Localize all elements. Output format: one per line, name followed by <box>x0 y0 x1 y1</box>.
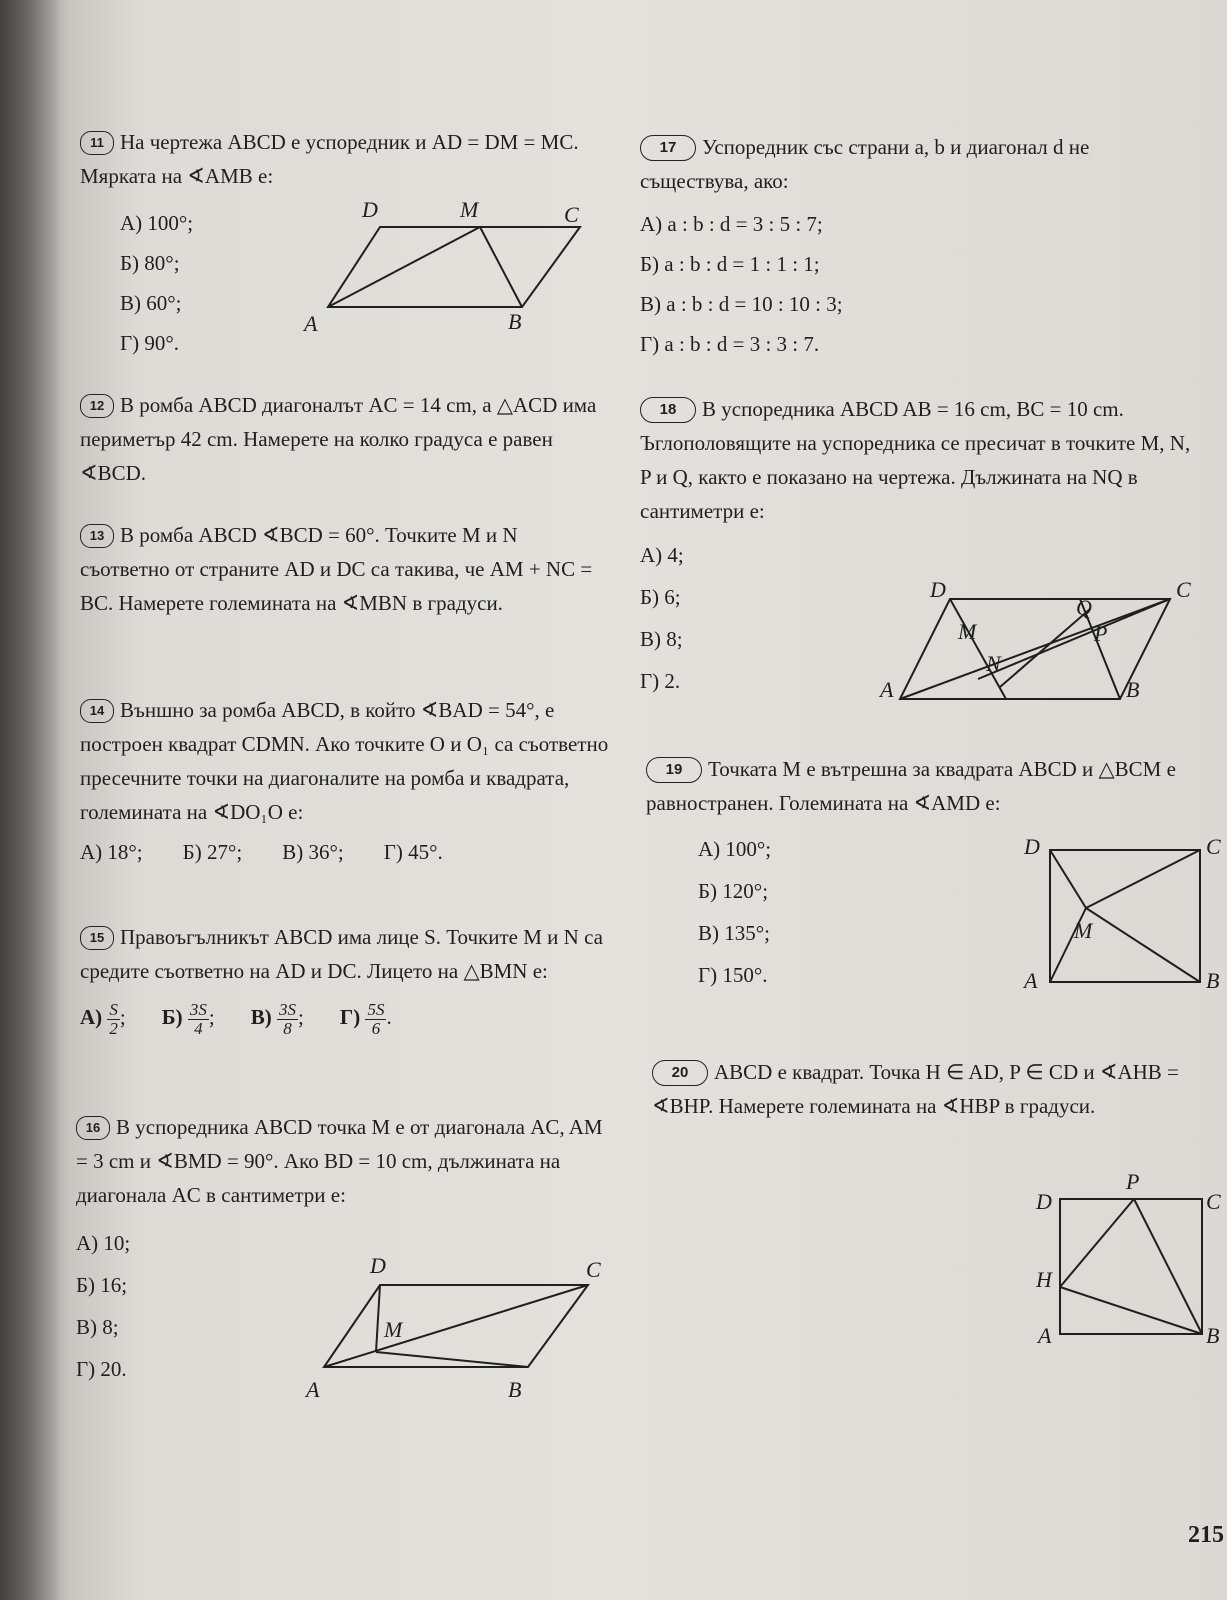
label-p: P <box>1126 1169 1140 1194</box>
problem-number: 15 <box>80 926 114 950</box>
problem-text: Правоъгълникът ABCD има лице S. Точките M и N са средите съответно на AD и DC. Лицето на △BMN е: <box>80 925 603 983</box>
segment-hb <box>1060 1287 1202 1334</box>
problem-number: 19 <box>646 757 702 783</box>
label-b: B <box>508 309 522 334</box>
label-c: C <box>564 202 579 227</box>
option-a: А) 10; <box>76 1231 131 1255</box>
problem-number: 16 <box>76 1116 110 1140</box>
problem-text: В ромба ABCD диагоналът AC = 14 cm, а △ACD има периметър 42 cm. Намерете на колко градуса е равен ∢BCD. <box>80 393 597 485</box>
problem-text: На чертежа ABCD е успоредник и AD = DM = MC. Мярката на ∢AMB е: <box>80 130 579 188</box>
problem-text: ABCD е квадрат. Точка H ∈ AD, P ∈ CD и ∢AHB = ∢BHP. Намерете големината на ∢HBP в градуси. <box>652 1060 1179 1118</box>
problem-text: Външно за ромба ABCD, в който ∢BAD = 54°, е построен квадрат CDMN. Ако точките O и O₁ са съответно пресечните точки на диагоналите на ромба и квадрата, големината на ∢DO₁O е: <box>80 698 609 824</box>
option-c: В) 8; <box>76 1315 119 1339</box>
option-c: В) $\frac{3S}{8}$ ; <box>250 999 304 1038</box>
segment-hp <box>1060 1199 1134 1287</box>
label-b: B <box>1206 968 1220 993</box>
figure-18 <box>880 577 1191 715</box>
problem-text: В успоредника ABCD AB = 16 cm, BC = 10 cm. Ъглополовящите на успоредника се пресичат в точките M, N, P и Q, както е показано на чертежа. Дължината на NQ в сантиметри е: <box>640 397 1191 523</box>
option-d: Г) 20. <box>76 1357 127 1381</box>
option-d: Г) 45°. <box>383 840 443 864</box>
label-b: B <box>1206 1323 1220 1348</box>
label-h: H <box>1036 1267 1052 1292</box>
label-m: M <box>958 619 977 644</box>
label-p: P <box>1094 621 1108 646</box>
page-gutter-shadow <box>0 0 60 1600</box>
page-number: 215 <box>1188 1522 1224 1548</box>
option-c: В) a : b : d = 10 : 10 : 3; <box>640 292 843 316</box>
label-d: D <box>370 1253 386 1278</box>
problem-text: В успоредника ABCD точка M е от диагонала AC, AM = 3 cm и ∢BMD = 90°. Ако BD = 10 cm, дължината на диагонала AC в сантиметри е: <box>76 1115 603 1207</box>
segment-am <box>328 227 480 307</box>
option-d: Г) 90°. <box>120 331 180 355</box>
problem-number: 17 <box>640 135 696 161</box>
option-b: Б) 80°; <box>120 251 180 275</box>
label-a: A <box>1024 968 1038 993</box>
option-c: В) 60°; <box>120 291 182 315</box>
problem-number: 18 <box>640 397 696 423</box>
figure-19 <box>1020 834 1221 998</box>
option-a: А) 18°; <box>80 840 143 864</box>
option-d: Г) a : b : d = 3 : 3 : 7. <box>640 332 820 356</box>
option-d: Г) 2. <box>640 669 681 693</box>
option-b: Б) 6; <box>640 585 681 609</box>
problem-12 <box>80 388 610 490</box>
option-c: В) 36°; <box>282 840 344 864</box>
label-d: D <box>930 577 946 602</box>
option-d: Г) $\frac{5S}{6}$ . <box>339 999 392 1038</box>
label-d: D <box>1036 1189 1052 1214</box>
label-b: B <box>508 1377 522 1402</box>
option-d: Г) 150°. <box>698 963 768 987</box>
problem-text: Успоредник със страни a, b и диагонал d не съществува, ако: <box>640 135 1090 193</box>
label-a: A <box>880 677 894 702</box>
label-d: D <box>362 197 378 222</box>
square-abcd <box>1060 1199 1202 1334</box>
segment-mb <box>1086 908 1200 982</box>
bisector-d <box>950 599 1006 699</box>
option-b: Б) 27°; <box>182 840 243 864</box>
problem-15 <box>80 920 610 1038</box>
square-abcd <box>1050 850 1200 982</box>
problem-number: 13 <box>80 524 114 548</box>
label-c: C <box>1206 1189 1221 1214</box>
problem-17 <box>640 130 1190 364</box>
label-a: A <box>304 311 318 336</box>
problem-number: 20 <box>652 1060 708 1086</box>
option-b: Б) $\frac{3S}{4}$ ; <box>161 999 215 1038</box>
label-c: C <box>1206 834 1221 859</box>
label-c: C <box>1176 577 1191 602</box>
option-a: А) 4; <box>640 543 684 567</box>
option-a: А) 100°; <box>120 211 194 235</box>
segment-pb <box>1134 1199 1202 1334</box>
diagonal-ac <box>324 1285 588 1367</box>
segment-dm <box>1050 850 1086 908</box>
segment-nq <box>1000 609 1090 687</box>
segment-mc <box>1086 850 1200 908</box>
figure-11 <box>300 195 600 345</box>
problem-20 <box>652 1055 1212 1123</box>
option-b: Б) 16; <box>76 1273 128 1297</box>
figure-20 <box>1030 1169 1225 1350</box>
label-m: M <box>384 1317 403 1342</box>
label-b: B <box>1126 677 1140 702</box>
option-b: Б) a : b : d = 1 : 1 : 1; <box>640 252 820 276</box>
option-a: А) 100°; <box>698 837 772 861</box>
label-n: N <box>986 651 1001 676</box>
option-a: А) a : b : d = 3 : 5 : 7; <box>640 212 823 236</box>
problem-text: Точката M е вътрешна за квадрата ABCD и △BCM е равностранен. Големината на ∢AMD е: <box>646 757 1176 815</box>
bisector-c <box>978 599 1170 679</box>
label-q: Q <box>1076 595 1092 620</box>
parallelogram-abcd <box>328 227 580 307</box>
label-m: M <box>460 197 479 222</box>
problem-number: 11 <box>80 131 114 155</box>
figure-16 <box>300 1255 620 1410</box>
option-b: Б) 120°; <box>698 879 769 903</box>
segment-dm <box>376 1285 380 1352</box>
label-c: C <box>586 1257 601 1282</box>
option-c: В) 135°; <box>698 921 770 945</box>
label-d: D <box>1024 834 1040 859</box>
label-a: A <box>306 1377 320 1402</box>
label-m: M <box>1074 918 1093 943</box>
segment-mb <box>376 1352 528 1367</box>
problem-number: 12 <box>80 394 114 418</box>
segment-mb <box>480 227 522 307</box>
option-c: В) 8; <box>640 627 683 651</box>
problem-text: В ромба ABCD ∢BCD = 60°. Точките M и N съответно от страните AD и DC са такива, че AM + NC = BC. Намерете големината на ∢MBN в градуси. <box>80 523 593 615</box>
problem-13 <box>80 518 610 620</box>
problem-number: 14 <box>80 699 114 723</box>
label-a: A <box>1038 1323 1052 1348</box>
problem-14 <box>80 693 610 869</box>
option-a: А) $\frac{S}{2}$ ; <box>80 999 126 1038</box>
